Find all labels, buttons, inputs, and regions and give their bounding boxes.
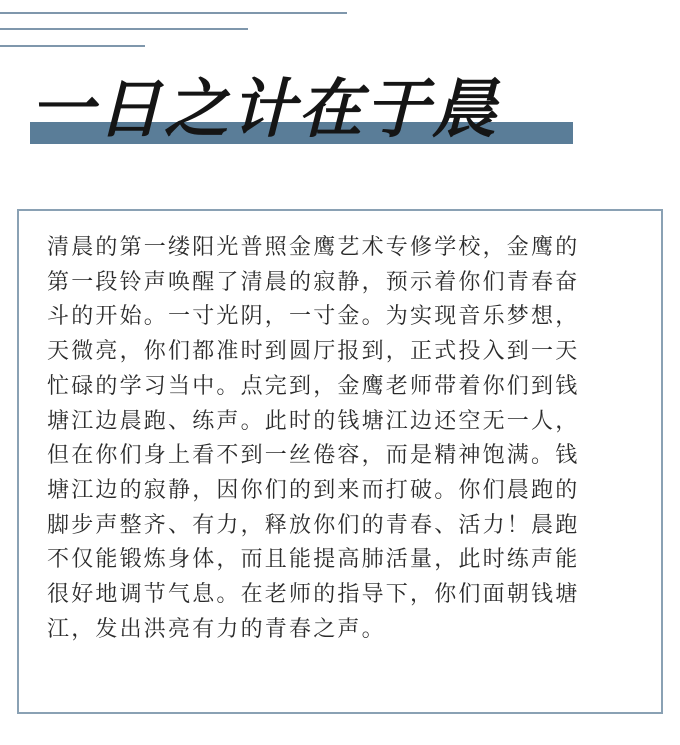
article-box xyxy=(17,209,663,714)
decorative-line-bottom xyxy=(0,45,145,47)
article-body: 清晨的第一缕阳光普照金鹰艺术专修学校，金鹰的 第一段铃声唤醒了清晨的寂静，预示着你们青春奋 斗的开始。一寸光阴，一寸金。为实现音乐梦想， 天微亮，你们都准时到圆厅报到，正式投入到一天 忙碌的学习当中。点完到，金鹰老师带着你们到钱 塘江边晨跑、练声。此时的钱塘江边还空无一人， 但在你们身上看不到一丝倦容，而是精神饱满。钱 塘江边的寂静，因你们的到来而打破。你们晨跑的 脚步声整齐、有力，释放你们的青春、活力！晨跑 不仅能锻炼身体，而且能提高肺活量，此时练声能 很好地调节气息。在老师的指导下，你们面朝钱塘 江，发出洪亮有力的青春之声。 xyxy=(47,235,580,642)
decorative-line-middle xyxy=(0,28,248,30)
decorative-line-top xyxy=(0,12,347,14)
page-title: 一日之计在于晨 xyxy=(30,72,499,147)
